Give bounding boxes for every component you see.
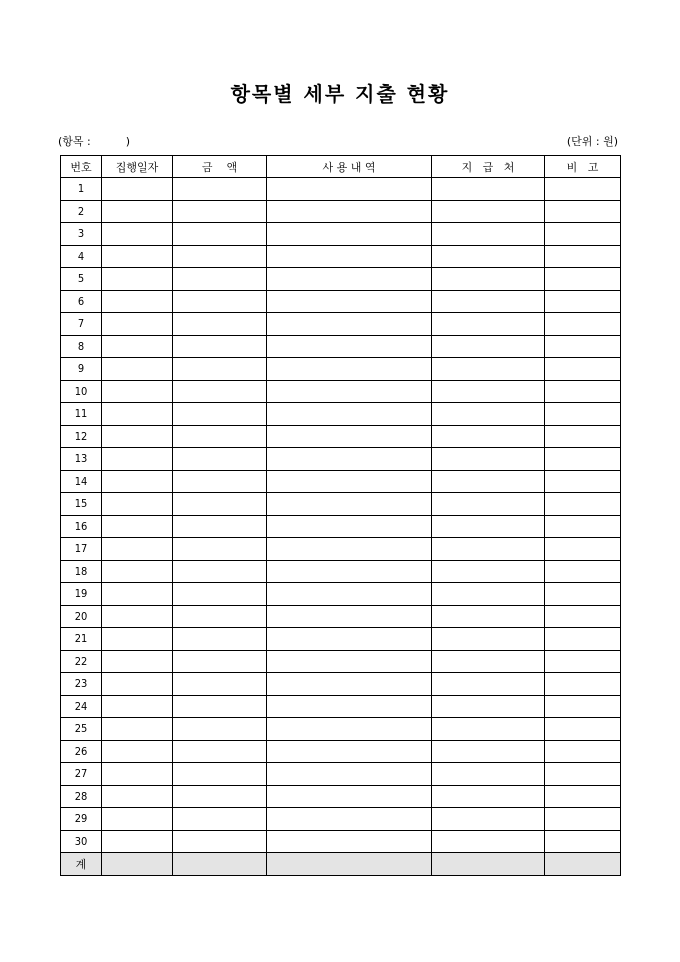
payee-cell[interactable] <box>432 200 545 223</box>
payee-cell[interactable] <box>432 380 545 403</box>
note-cell[interactable] <box>545 200 621 223</box>
payee-cell[interactable] <box>432 470 545 493</box>
payee-cell[interactable] <box>432 223 545 246</box>
date-cell[interactable] <box>102 313 173 336</box>
header-number: 번호 <box>61 156 102 178</box>
usage-cell[interactable] <box>267 335 432 358</box>
amount-cell[interactable] <box>173 268 267 291</box>
note-cell[interactable] <box>545 335 621 358</box>
note-cell[interactable] <box>545 718 621 741</box>
usage-cell[interactable] <box>267 740 432 763</box>
date-cell[interactable] <box>102 605 173 628</box>
table-row <box>61 695 621 718</box>
table-row <box>61 628 621 651</box>
usage-cell[interactable] <box>267 538 432 561</box>
date-cell[interactable] <box>102 335 173 358</box>
table-row <box>61 470 621 493</box>
note-cell[interactable] <box>545 358 621 381</box>
table-row <box>61 808 621 831</box>
usage-cell[interactable] <box>267 313 432 336</box>
usage-cell[interactable] <box>267 515 432 538</box>
total-row <box>61 853 621 876</box>
row-number: 16 <box>61 515 102 538</box>
header-note: 비 고 <box>545 156 621 178</box>
usage-cell[interactable] <box>267 583 432 606</box>
date-cell[interactable] <box>102 628 173 651</box>
usage-cell[interactable] <box>267 425 432 448</box>
date-cell[interactable] <box>102 290 173 313</box>
payee-cell[interactable] <box>432 403 545 426</box>
note-cell[interactable] <box>545 425 621 448</box>
total-amount-cell[interactable] <box>173 853 267 876</box>
amount-cell[interactable] <box>173 560 267 583</box>
date-cell[interactable] <box>102 493 173 516</box>
amount-cell[interactable] <box>173 200 267 223</box>
row-number: 10 <box>61 380 102 403</box>
header-amount: 금 액 <box>173 156 267 178</box>
payee-cell[interactable] <box>432 335 545 358</box>
row-number: 11 <box>61 403 102 426</box>
usage-cell[interactable] <box>267 470 432 493</box>
usage-cell[interactable] <box>267 380 432 403</box>
note-cell[interactable] <box>545 470 621 493</box>
note-cell[interactable] <box>545 560 621 583</box>
date-cell[interactable] <box>102 583 173 606</box>
date-cell[interactable] <box>102 268 173 291</box>
note-cell[interactable] <box>545 403 621 426</box>
header-payee: 지 급 처 <box>432 156 545 178</box>
date-cell[interactable] <box>102 470 173 493</box>
payee-cell[interactable] <box>432 268 545 291</box>
payee-cell[interactable] <box>432 245 545 268</box>
amount-cell[interactable] <box>173 718 267 741</box>
payee-cell[interactable] <box>432 178 545 201</box>
usage-cell[interactable] <box>267 605 432 628</box>
row-number: 14 <box>61 470 102 493</box>
date-cell[interactable] <box>102 650 173 673</box>
date-cell[interactable] <box>102 403 173 426</box>
row-number: 3 <box>61 223 102 246</box>
note-cell[interactable] <box>545 695 621 718</box>
header-date: 집행일자 <box>102 156 173 178</box>
row-number: 30 <box>61 830 102 853</box>
note-cell[interactable] <box>545 740 621 763</box>
payee-cell[interactable] <box>432 425 545 448</box>
usage-cell[interactable] <box>267 403 432 426</box>
row-number: 6 <box>61 290 102 313</box>
note-cell[interactable] <box>545 583 621 606</box>
usage-cell[interactable] <box>267 200 432 223</box>
item-label: (항목 : ) <box>58 135 131 148</box>
date-cell[interactable] <box>102 560 173 583</box>
payee-cell[interactable] <box>432 830 545 853</box>
amount-cell[interactable] <box>173 335 267 358</box>
payee-cell[interactable] <box>432 763 545 786</box>
usage-cell[interactable] <box>267 493 432 516</box>
note-cell[interactable] <box>545 223 621 246</box>
amount-cell[interactable] <box>173 695 267 718</box>
table-row <box>61 200 621 223</box>
payee-cell[interactable] <box>432 740 545 763</box>
header-usage: 사 용 내 역 <box>267 156 432 178</box>
document-title: 항목별 세부 지출 현황 <box>230 82 450 106</box>
payee-cell[interactable] <box>432 718 545 741</box>
row-number: 25 <box>61 718 102 741</box>
usage-cell[interactable] <box>267 650 432 673</box>
row-number: 23 <box>61 673 102 696</box>
amount-cell[interactable] <box>173 223 267 246</box>
usage-cell[interactable] <box>267 785 432 808</box>
table-row <box>61 830 621 853</box>
payee-cell[interactable] <box>432 538 545 561</box>
payee-cell[interactable] <box>432 583 545 606</box>
amount-cell[interactable] <box>173 650 267 673</box>
total-usage-cell[interactable] <box>267 853 432 876</box>
payee-cell[interactable] <box>432 808 545 831</box>
row-number: 5 <box>61 268 102 291</box>
usage-cell[interactable] <box>267 695 432 718</box>
usage-cell[interactable] <box>267 448 432 471</box>
date-cell[interactable] <box>102 245 173 268</box>
amount-cell[interactable] <box>173 448 267 471</box>
header-row <box>61 156 621 178</box>
unit-label: (단위 : 원) <box>566 135 618 148</box>
row-number: 15 <box>61 493 102 516</box>
table-row <box>61 380 621 403</box>
amount-cell[interactable] <box>173 245 267 268</box>
amount-cell[interactable] <box>173 538 267 561</box>
payee-cell[interactable] <box>432 515 545 538</box>
note-cell[interactable] <box>545 268 621 291</box>
date-cell[interactable] <box>102 178 173 201</box>
amount-cell[interactable] <box>173 785 267 808</box>
row-number: 24 <box>61 695 102 718</box>
payee-cell[interactable] <box>432 358 545 381</box>
usage-cell[interactable] <box>267 268 432 291</box>
date-cell[interactable] <box>102 830 173 853</box>
row-number: 2 <box>61 200 102 223</box>
amount-cell[interactable] <box>173 290 267 313</box>
amount-cell[interactable] <box>173 178 267 201</box>
amount-cell[interactable] <box>173 628 267 651</box>
note-cell[interactable] <box>545 380 621 403</box>
expense-table <box>60 155 621 876</box>
note-cell[interactable] <box>545 245 621 268</box>
usage-cell[interactable] <box>267 245 432 268</box>
table-row <box>61 515 621 538</box>
date-cell[interactable] <box>102 538 173 561</box>
date-cell[interactable] <box>102 358 173 381</box>
row-number: 22 <box>61 650 102 673</box>
note-cell[interactable] <box>545 515 621 538</box>
total-note-cell[interactable] <box>545 853 621 876</box>
usage-cell[interactable] <box>267 763 432 786</box>
amount-cell[interactable] <box>173 808 267 831</box>
table-row <box>61 493 621 516</box>
amount-cell[interactable] <box>173 830 267 853</box>
amount-cell[interactable] <box>173 425 267 448</box>
amount-cell[interactable] <box>173 313 267 336</box>
date-cell[interactable] <box>102 808 173 831</box>
date-cell[interactable] <box>102 448 173 471</box>
note-cell[interactable] <box>545 673 621 696</box>
note-cell[interactable] <box>545 178 621 201</box>
usage-cell[interactable] <box>267 673 432 696</box>
row-number: 9 <box>61 358 102 381</box>
amount-cell[interactable] <box>173 763 267 786</box>
row-number: 19 <box>61 583 102 606</box>
table-row <box>61 605 621 628</box>
note-cell[interactable] <box>545 493 621 516</box>
payee-cell[interactable] <box>432 650 545 673</box>
amount-cell[interactable] <box>173 673 267 696</box>
row-number: 26 <box>61 740 102 763</box>
row-number: 18 <box>61 560 102 583</box>
table-row <box>61 335 621 358</box>
note-cell[interactable] <box>545 808 621 831</box>
row-number: 12 <box>61 425 102 448</box>
row-number: 21 <box>61 628 102 651</box>
date-cell[interactable] <box>102 763 173 786</box>
payee-cell[interactable] <box>432 290 545 313</box>
usage-cell[interactable] <box>267 178 432 201</box>
table-row <box>61 403 621 426</box>
table-row <box>61 718 621 741</box>
note-cell[interactable] <box>545 313 621 336</box>
usage-cell[interactable] <box>267 358 432 381</box>
row-number: 28 <box>61 785 102 808</box>
row-number: 17 <box>61 538 102 561</box>
table-row <box>61 538 621 561</box>
payee-cell[interactable] <box>432 785 545 808</box>
payee-cell[interactable] <box>432 313 545 336</box>
amount-cell[interactable] <box>173 403 267 426</box>
amount-cell[interactable] <box>173 740 267 763</box>
usage-cell[interactable] <box>267 830 432 853</box>
table-row <box>61 290 621 313</box>
note-cell[interactable] <box>545 448 621 471</box>
table-row <box>61 268 621 291</box>
date-cell[interactable] <box>102 718 173 741</box>
table-row <box>61 763 621 786</box>
table-row <box>61 650 621 673</box>
row-number: 4 <box>61 245 102 268</box>
usage-cell[interactable] <box>267 628 432 651</box>
date-cell[interactable] <box>102 425 173 448</box>
date-cell[interactable] <box>102 673 173 696</box>
amount-cell[interactable] <box>173 515 267 538</box>
payee-cell[interactable] <box>432 560 545 583</box>
payee-cell[interactable] <box>432 673 545 696</box>
total-label: 계 <box>61 853 102 876</box>
payee-cell[interactable] <box>432 628 545 651</box>
table-row <box>61 223 621 246</box>
date-cell[interactable] <box>102 380 173 403</box>
total-payee-cell[interactable] <box>432 853 545 876</box>
table-row <box>61 178 621 201</box>
usage-cell[interactable] <box>267 808 432 831</box>
total-date-cell[interactable] <box>102 853 173 876</box>
date-cell[interactable] <box>102 740 173 763</box>
date-cell[interactable] <box>102 785 173 808</box>
note-cell[interactable] <box>545 830 621 853</box>
date-cell[interactable] <box>102 515 173 538</box>
amount-cell[interactable] <box>173 583 267 606</box>
amount-cell[interactable] <box>173 605 267 628</box>
usage-cell[interactable] <box>267 290 432 313</box>
date-cell[interactable] <box>102 200 173 223</box>
date-cell[interactable] <box>102 223 173 246</box>
note-cell[interactable] <box>545 785 621 808</box>
table-row <box>61 560 621 583</box>
table-row <box>61 740 621 763</box>
amount-cell[interactable] <box>173 358 267 381</box>
table-row <box>61 245 621 268</box>
payee-cell[interactable] <box>432 605 545 628</box>
date-cell[interactable] <box>102 695 173 718</box>
note-cell[interactable] <box>545 628 621 651</box>
table-row <box>61 448 621 471</box>
table-row <box>61 313 621 336</box>
payee-cell[interactable] <box>432 695 545 718</box>
row-number: 27 <box>61 763 102 786</box>
amount-cell[interactable] <box>173 470 267 493</box>
note-cell[interactable] <box>545 763 621 786</box>
table-row <box>61 583 621 606</box>
table-row <box>61 673 621 696</box>
usage-cell[interactable] <box>267 560 432 583</box>
payee-cell[interactable] <box>432 493 545 516</box>
row-number: 7 <box>61 313 102 336</box>
note-cell[interactable] <box>545 605 621 628</box>
row-number: 20 <box>61 605 102 628</box>
table-row <box>61 785 621 808</box>
note-cell[interactable] <box>545 290 621 313</box>
usage-cell[interactable] <box>267 718 432 741</box>
row-number: 8 <box>61 335 102 358</box>
row-number: 1 <box>61 178 102 201</box>
note-cell[interactable] <box>545 650 621 673</box>
amount-cell[interactable] <box>173 380 267 403</box>
payee-cell[interactable] <box>432 448 545 471</box>
table-row <box>61 425 621 448</box>
row-number: 29 <box>61 808 102 831</box>
amount-cell[interactable] <box>173 493 267 516</box>
row-number: 13 <box>61 448 102 471</box>
table-row <box>61 358 621 381</box>
usage-cell[interactable] <box>267 223 432 246</box>
note-cell[interactable] <box>545 538 621 561</box>
